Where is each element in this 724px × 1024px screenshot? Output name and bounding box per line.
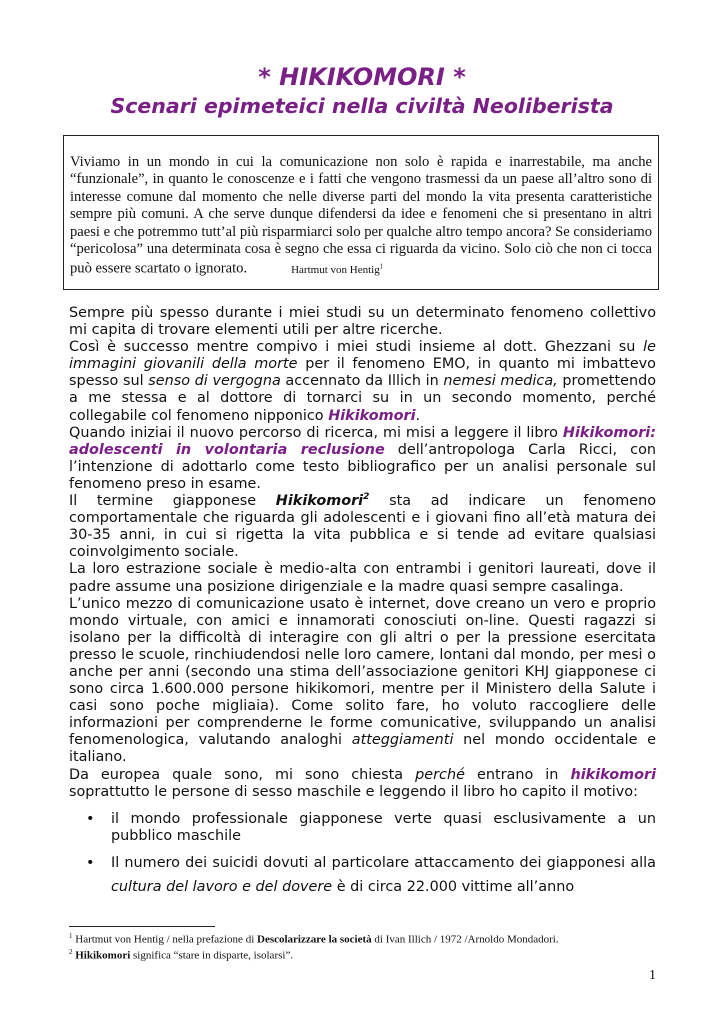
footnote-ref-2: 2 (363, 492, 370, 503)
book-title: Hikikomori: adolescenti in volontaria reclusione (69, 424, 656, 458)
paragraph-7: Da europea quale sono, mi sono chiesta perché entrano in hikikomori soprattutto le persone di sesso maschile e leggendo il libro ho capito il motivo: (69, 766, 657, 800)
paragraph-2: Così è successo mentre compivo i miei studi insieme al dott. Ghezzani su le immagini giovanili della morte per il fenomeno EMO, in quanto mi imbattevo spesso sul senso di vergogna accennato da Illich in nemesi medica, promettendo a me stessa e al dottore di tornarci su in un secondo momento, perché collegabile col fenomeno nipponico Hikikomori. (69, 339, 657, 424)
bullet-list (69, 811, 656, 899)
paragraph-4: Il termine giapponese Hikikomori$^2$ sta ad indicare un fenomeno comportamentale che riguarda gli adolescenti e i giovani fino all’età matura dei 30-35 anni, in cui si rigetta la vita pubblica e si tende ad evitare qualsiasi coinvolgimento sociale. (69, 492, 657, 561)
main-text (69, 305, 656, 905)
paragraph-3: Quando iniziai il nuovo percorso di ricerca, mi misi a leggere il libro Hikikomori: adolescenti in volontaria reclusione dell’antropologa Carla Ricci, con l’intenzione di adottarlo come testo bibliografico per un analisi personale sul fenomeno preso in esame. (69, 424, 656, 492)
epigraph-quote (70, 154, 652, 280)
paragraph-6: L’unico mezzo di comunicazione usato è internet, dove creano un vero e proprio mondo virtuale, con amici e innamorati conosciuti on-line. Questi ragazzi si isolano per la difficoltà di interagire con gli altri o per la pressione esercitata presso le scuole, rinchiudendosi nelle loro camere, lontani dal mondo, per mesi o anche per anni (secondo una stima dell’associazione genitori KHJ giapponese ci sono circa 1.600.000 persone hikikomori, mentre per il Ministero della Salute i casi sono poche migliaia). Come solito fare, ho voluto raccogliere delle informazioni per comprenderne le forme comunicative, sviluppando un analisi fenomenologica, valutando analoghi atteggiamenti nel mondo occidentale e italiano. (69, 595, 656, 766)
hikikomori-term-black: Hikikomori (275, 493, 364, 510)
hikikomori-term: Hikikomori (328, 407, 416, 424)
document-subtitle: Scenari epimeteici nella civiltà Neoliberista (110, 94, 614, 118)
bullet-icon: • (86, 854, 95, 871)
paragraph-1: Sempre più spesso durante i miei studi su un determinato fenomeno collettivo mi capita di trovare elementi utili per altre ricerche. (69, 305, 656, 339)
footnote-divider (69, 926, 215, 927)
bullet-icon: • (86, 810, 95, 827)
epigraph-author: Hartmut von Hentig$^1$ (291, 262, 384, 277)
epigraph-box (63, 135, 659, 290)
footnote-2: $^2$ Hikikomori significa “stare in disparte, isolarsi”. (69, 948, 294, 962)
paragraph-5: La loro estrazione sociale è medio-alta con entrambi i genitori laureati, dove il padre assume una posizione dirigenziale e la madre quasi sempre casalinga. (69, 561, 656, 595)
epigraph-footnote-ref: 1 (379, 262, 384, 271)
footnote-1: $^1$ Hartmut von Hentig / nella prefazione di Descolarizzare la società di Ivan Illich / 1972 /Arnoldo Mondadori. (69, 932, 559, 946)
document-title: * HIKIKOMORI * (258, 63, 466, 91)
epigraph-text: Viviamo in un mondo in cui la comunicazione non solo è rapida e inarrestabile, ma anche “funzionale”, in quanto le conoscenze e i fatti che vengono trasmessi da un paese all’altro sono di interesse comune dal momento che nelle diverse parti del mondo la vita presenta caratteristiche sempre più comuni. A che serve dunque difendersi da idee e fenomeni che si presentano in altri paesi e che potremmo tutt’al più risparmiarci solo per qualche altro tempo ancora? Se consideriamo “pericolosa” una determinata cosa è segno che essa ci riguarda da vicino. Solo ciò che non ci tocca può essere scartato o ignorato. (70, 154, 652, 278)
hikikomori-term: hikikomori (570, 766, 657, 783)
list-item: • il mondo professionale giapponese verte quasi esclusivamente a un pubblico maschile (86, 810, 656, 844)
list-item: • Il numero dei suicidi dovuti al particolare attaccamento dei giapponesi alla cultura del lavoro e del dovere è di circa 22.000 vittime all’anno (69, 851, 656, 899)
page-number: 1 (649, 968, 656, 983)
